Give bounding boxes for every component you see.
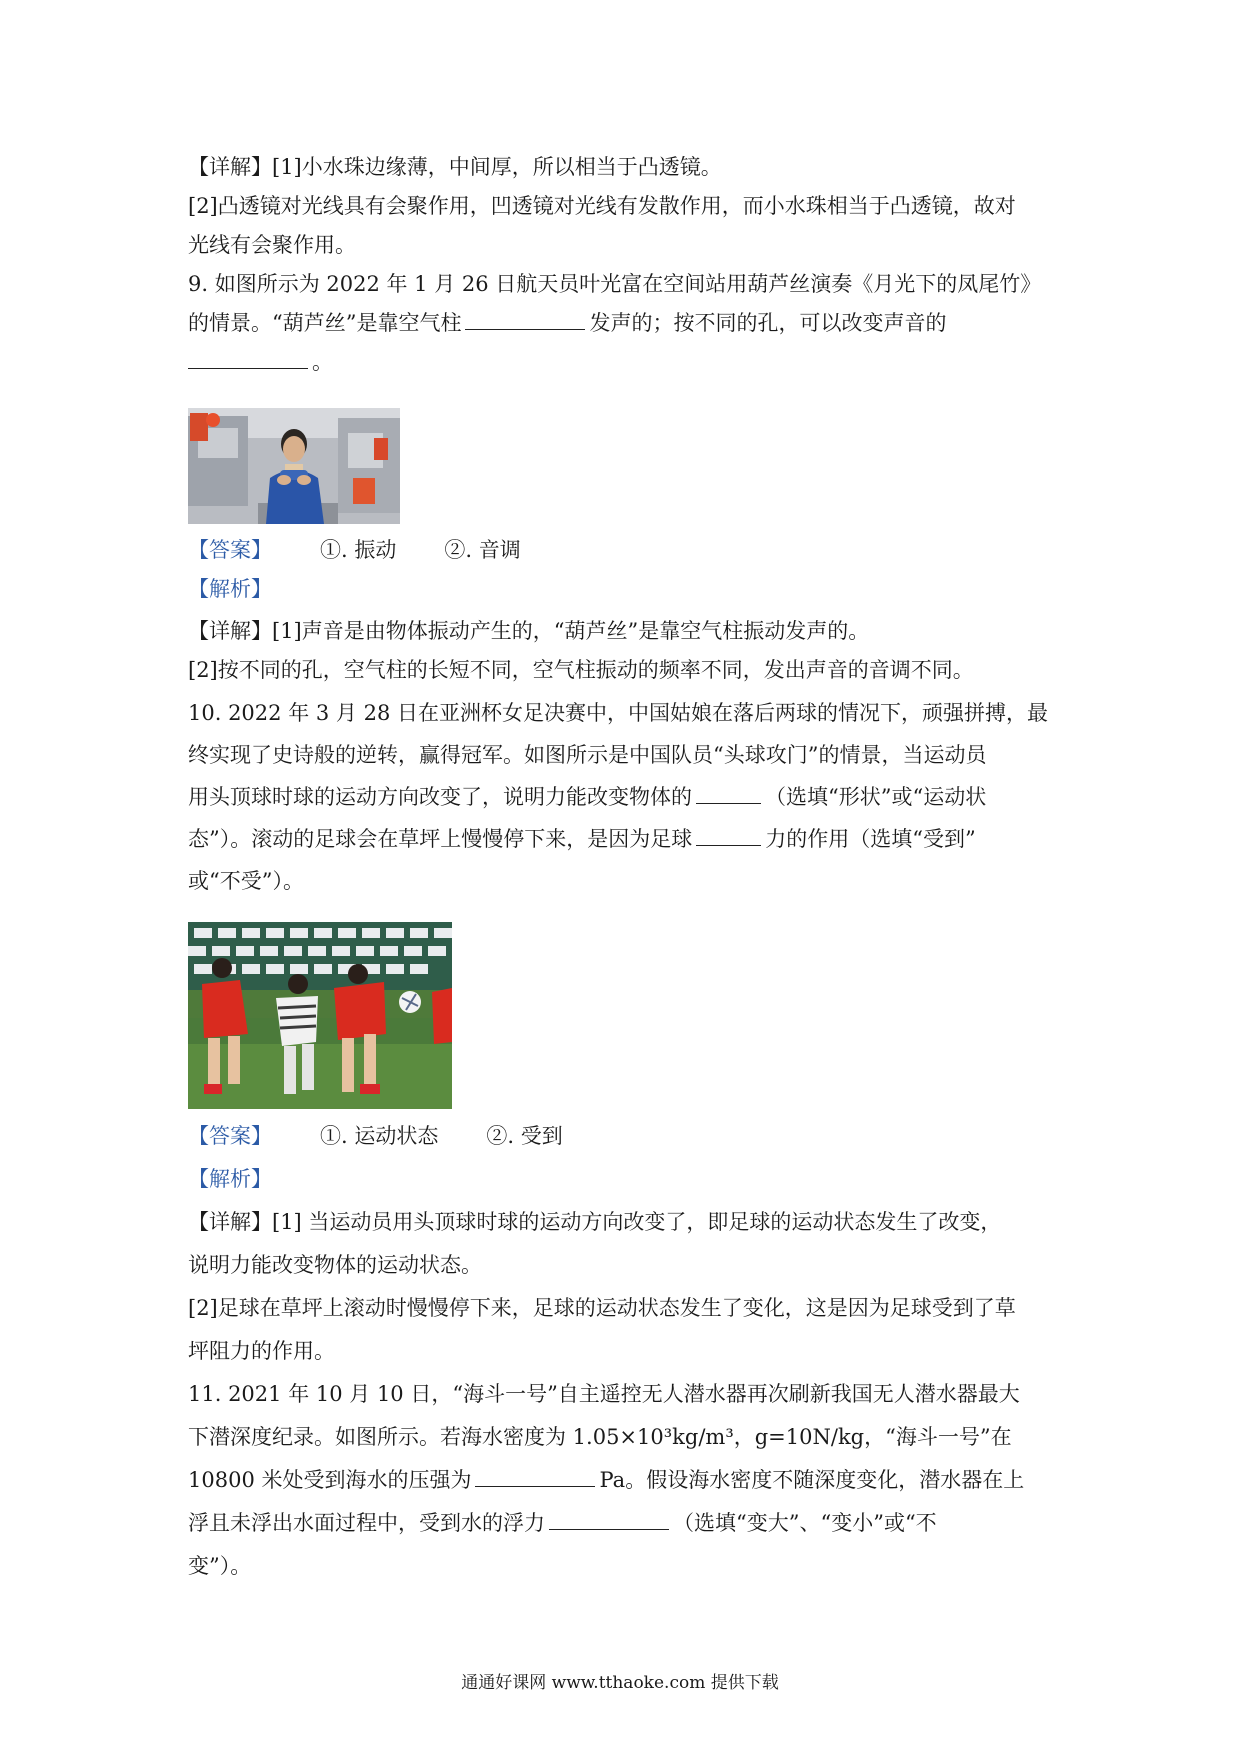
q8-detail-line2: [2]凸透镜对光线具有会聚作用，凹透镜对光线有发散作用，而小水珠相当于凸透镜，故对 bbox=[188, 194, 1016, 218]
q9-blank-1 bbox=[465, 305, 585, 330]
q11-question-line4 bbox=[188, 1502, 1058, 1545]
q10-question-line1: 10. 2022 年 3 月 28 日在亚洲杯女足决赛中，中国姑娘在落后两球的情况下，顽强拼搏，最 bbox=[188, 701, 1048, 725]
q9-question-line1: 9. 如图所示为 2022 年 1 月 26 日航天员叶光富在空间站用葫芦丝演奏《月光下的凤尾竹》 bbox=[188, 272, 1042, 296]
q10-blank-1 bbox=[696, 779, 761, 804]
q11-question-line3 bbox=[188, 1459, 1058, 1502]
q10-text-3b: （选填“形状”或“运动状 bbox=[765, 785, 987, 809]
q9-question-line2 bbox=[188, 302, 1058, 345]
q9-detail-line2: [2]按不同的孔，空气柱的长短不同，空气柱振动的频率不同，发出声音的音调不同。 bbox=[188, 658, 974, 682]
q9-text-2b: 发声的；按不同的孔，可以改变声音的 bbox=[589, 311, 947, 335]
q9-text-3b: 。 bbox=[312, 350, 333, 374]
q10-blank-2 bbox=[696, 821, 761, 846]
football-photo bbox=[188, 922, 452, 1109]
q10-answer-row bbox=[188, 1115, 1058, 1158]
astronaut-photo bbox=[188, 408, 400, 524]
analysis-tag: 【解析】 bbox=[188, 1167, 272, 1191]
q10-text-3a: 用头顶球时球的运动方向改变了，说明力能改变物体的 bbox=[188, 785, 692, 809]
q10-text-4a: 态”）。滚动的足球会在草坪上慢慢停下来，是因为足球 bbox=[188, 827, 693, 851]
q11-text-4b: （选填“变大”、“变小”或“不 bbox=[673, 1511, 937, 1535]
q9-question-line3 bbox=[188, 341, 1058, 384]
q11-blank-2 bbox=[549, 1505, 669, 1530]
q10-question-line5: 或“不受”）。 bbox=[188, 869, 304, 893]
page-footer: 通通好课网 www.tthaoke.com 提供下载 bbox=[461, 1673, 779, 1693]
q9-answer-row bbox=[188, 529, 1058, 572]
q11-text-3b: Pa。假设海水密度不随深度变化，潜水器在上 bbox=[599, 1468, 1025, 1492]
q10-answer-2: ②. 受到 bbox=[486, 1124, 563, 1148]
q11-text-3a: 10800 米处受到海水的压强为 bbox=[188, 1468, 472, 1492]
q11-question-line2: 下潜深度纪录。如图所示。若海水密度为 1.05×10³kg/m³，g=10N/kg，“海斗一号”在 bbox=[188, 1425, 1012, 1449]
q11-question-line5: 变”）。 bbox=[188, 1554, 252, 1578]
q9-text-2a: 的情景。“葫芦丝”是靠空气柱 bbox=[188, 311, 462, 335]
q10-text-4b: 力的作用（选填“受到” bbox=[765, 827, 976, 851]
q10-question-line3 bbox=[188, 776, 1058, 819]
q11-question-line1: 11. 2021 年 10 月 10 日，“海斗一号”自主遥控无人潜水器再次刷新我国无人潜水器最大 bbox=[188, 1382, 1020, 1406]
q10-detail-line2: 说明力能改变物体的运动状态。 bbox=[188, 1253, 482, 1277]
q8-detail-line3: 光线有会聚作用。 bbox=[188, 233, 356, 257]
q11-text-4a: 浮且未浮出水面过程中，受到水的浮力 bbox=[188, 1511, 545, 1535]
q11-blank-1 bbox=[475, 1462, 595, 1487]
q9-answer-1: ①. 振动 bbox=[320, 538, 397, 562]
q10-detail-line4: 坪阻力的作用。 bbox=[188, 1339, 335, 1363]
q9-answer-2: ②. 音调 bbox=[444, 538, 521, 562]
q10-detail-line3: [2]足球在草坪上滚动时慢慢停下来，足球的运动状态发生了变化，这是因为足球受到了草 bbox=[188, 1296, 1016, 1320]
q10-question-line4 bbox=[188, 818, 1058, 861]
answer-tag: 【答案】 bbox=[188, 1124, 272, 1148]
q8-detail-line1: 【详解】[1]小水珠边缘薄，中间厚，所以相当于凸透镜。 bbox=[188, 155, 722, 179]
q9-blank-2 bbox=[188, 344, 308, 369]
q10-answer-1: ①. 运动状态 bbox=[320, 1124, 439, 1148]
answer-tag: 【答案】 bbox=[188, 538, 272, 562]
q9-detail-line1: 【详解】[1]声音是由物体振动产生的，“葫芦丝”是靠空气柱振动发声的。 bbox=[188, 619, 870, 643]
analysis-tag: 【解析】 bbox=[188, 577, 272, 601]
q10-detail-line1: 【详解】[1] 当运动员用头顶球时球的运动方向改变了，即足球的运动状态发生了改变， bbox=[188, 1210, 1002, 1234]
q10-question-line2: 终实现了史诗般的逆转，赢得冠军。如图所示是中国队员“头球攻门”的情景，当运动员 bbox=[188, 743, 987, 767]
